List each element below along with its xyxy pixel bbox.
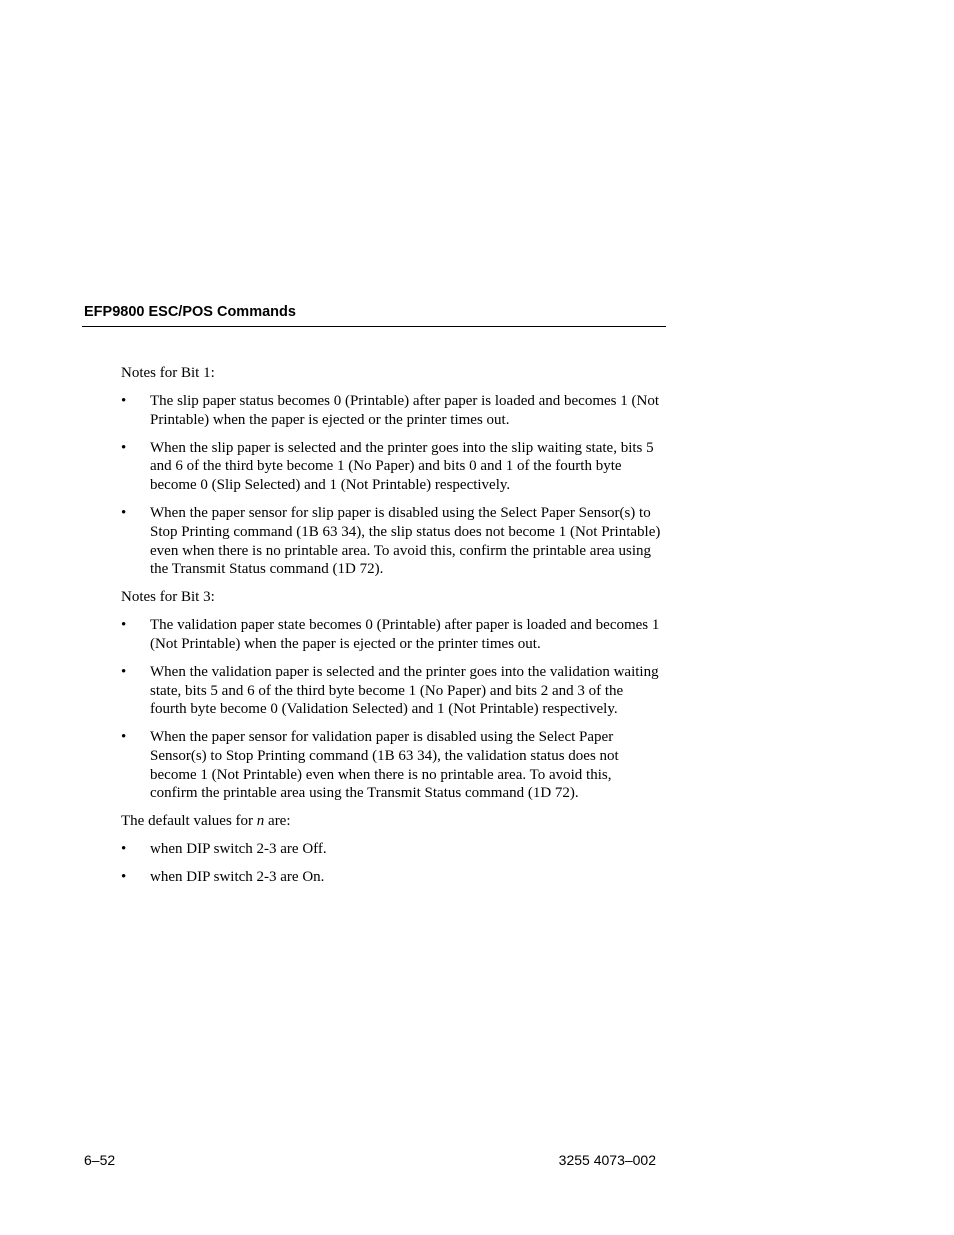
list-item-text: The validation paper state becomes 0 (Printable) after paper is loaded and becomes 1 (Not Printable) when the paper is ejected or the printer times out. — [150, 617, 660, 652]
list-item-text: when DIP switch 2-3 are On. — [150, 869, 325, 886]
list-item — [121, 840, 666, 859]
bullet-icon: • — [121, 617, 127, 634]
list-item — [121, 728, 666, 803]
defaults-heading-suffix: are: — [264, 813, 291, 830]
list-item — [121, 616, 666, 653]
bullet-icon: • — [121, 841, 127, 858]
bullet-icon: • — [121, 439, 127, 456]
defaults-heading-prefix: The default values for — [121, 813, 257, 830]
list-item — [121, 504, 666, 579]
list-item-text: When the validation paper is selected and the printer goes into the validation waiting state, bits 5 and 6 of the third byte become 1 (No Paper) and bits 2 and 3 of the fourth byte become 0 (Validation Selected) and 1 (Not Printable) respectively. — [150, 663, 659, 718]
bullet-icon: • — [121, 663, 127, 680]
bullet-icon: • — [121, 729, 127, 746]
bullet-icon: • — [121, 869, 127, 886]
list-item-text: When the slip paper is selected and the printer goes into the slip waiting state, bits 5 and 6 of the third byte become 1 (No Paper) and bits 0 and 1 of the fourth byte become 0 (Slip Selected) and 1 (Not Printable) respectively. — [150, 439, 654, 494]
list-item-text: When the paper sensor for slip paper is disabled using the Select Paper Sensor(s) to Stop Printing command (1B 63 34), the slip status does not become 1 (Not Printable) even when there is no printable area. To avoid this, confirm the printable area using the Transmit Status command (1D 72). — [150, 505, 661, 578]
document-number: 3255 4073–002 — [558, 1152, 656, 1168]
variable-n: n — [256, 813, 265, 830]
page-body — [121, 364, 666, 896]
notes-bit3-heading: Notes for Bit 3: — [121, 589, 215, 606]
list-item — [121, 663, 666, 719]
defaults-heading — [121, 812, 666, 831]
list-item — [121, 439, 666, 495]
page-number: 6–52 — [84, 1152, 116, 1168]
notes-bit1-heading: Notes for Bit 1: — [121, 365, 215, 381]
list-item-text: when DIP switch 2-3 are Off. — [150, 841, 327, 858]
list-item — [121, 868, 666, 887]
bullet-icon: • — [121, 505, 127, 522]
header-rule — [82, 326, 666, 327]
list-item-text: When the paper sensor for validation paper is disabled using the Select Paper Sensor(s) to Stop Printing command (1B 63 34), the validation status does not become 1 (Not Printable) even when there is no printable area. To avoid this, confirm the printable area using the Transmit Status command (1D 72). — [150, 729, 619, 802]
bullet-icon: • — [121, 393, 127, 409]
list-item-text: The slip paper status becomes 0 (Printable) after paper is loaded and becomes 1 (Not Printable) when the paper is ejected or the printer times out. — [150, 393, 659, 428]
list-item — [121, 392, 666, 429]
running-header-title: EFP9800 ESC/POS Commands — [84, 304, 296, 320]
